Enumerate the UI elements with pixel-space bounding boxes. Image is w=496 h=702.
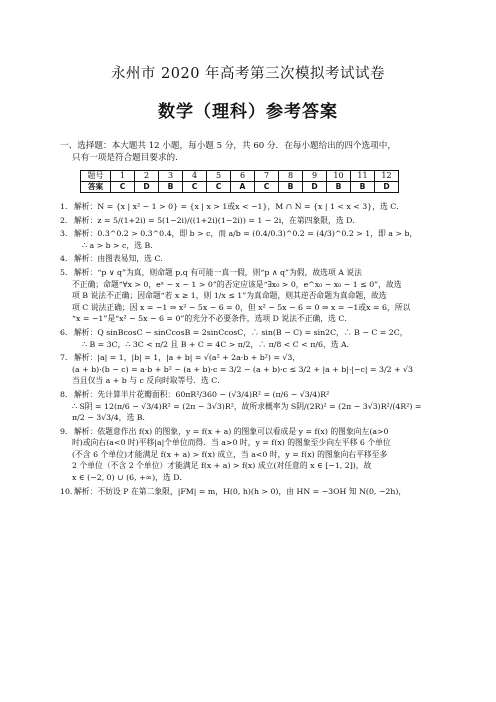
item-number: 5． <box>60 267 73 277</box>
item-number: 3． <box>60 229 73 239</box>
item-line: 解析：依题意作出 f(x) 的图象，y = f(x + a) 的图象可以看成是 y = f(x) 的图象向左(a>0 <box>74 426 389 436</box>
item-number: 9． <box>60 426 73 436</box>
question-number: 5 <box>207 171 231 182</box>
item-line: ∴ B = 3C，∴ 3C < π/2 且 B + C = 4C > π/2，∴ π/8 < C < π/6，选 A． <box>82 339 355 349</box>
answer-table-row-label: 题号 <box>81 171 111 182</box>
item-line: “x = −1”是“x² − 5x − 6 = 0”的充分不必要条件，选项 D 说法不正确，选 C． <box>72 314 353 324</box>
question-number: 8 <box>279 171 303 182</box>
item-line: 解析：N = {x | x² − 1 > 0} = {x | x > 1或x < −1}，M ∩ N = {x | 1 < x < 3}，选 C． <box>74 202 405 211</box>
question-number: 3 <box>159 171 183 182</box>
solution-item <box>60 389 436 424</box>
item-number: 1． <box>60 202 73 211</box>
solution-item <box>60 486 436 498</box>
item-line: 项 B 说法不正确；因命题“若 x ≥ 1，则 1/x ≤ 1”为真命题，则其逆否命题为真命题，故选 <box>72 291 387 301</box>
question-number: 1 <box>111 171 135 182</box>
answer-table <box>80 170 399 193</box>
item-line: 解析：|a| = 1，|b| = 1，|a + b| = √(a² + 2a·b + b²) = √3， <box>74 353 301 363</box>
item-line: 解析：Q sinBcosC − sinCcosB = 2sinCcosC，∴ sin(B − C) = sin2C，∴ B − C = 2C， <box>74 327 408 337</box>
item-line: x ∈ (−2, 0) ∪ (6, +∞)，选 D． <box>72 473 188 483</box>
solution-item <box>60 253 436 265</box>
answer-letter: C <box>207 182 231 193</box>
item-line: 解析：“p ∨ q”为真，则命题 p,q 有可能一真一假，则“p ∧ q”为假，故选项 A 说法 <box>74 267 362 277</box>
item-number: 7． <box>60 353 73 363</box>
item-line: 解析：0.3^0.2 > 0.3^0.4，即 b > c，而 a/b = (0.4/0.3)^0.2 = (4/3)^0.2 > 1，即 a > b， <box>74 229 418 239</box>
question-number: 9 <box>303 171 327 182</box>
item-line: 时)或向右(a<0 时)平移|a|个单位而得．当 a>0 时，y = f(x) 的图象至少向左平移 6 个单位 <box>72 438 391 448</box>
question-number: 12 <box>375 171 399 182</box>
solution-item <box>60 228 436 251</box>
question-number: 6 <box>231 171 255 182</box>
answer-letter: B <box>279 182 303 193</box>
solution-item <box>60 426 436 484</box>
answer-letter: C <box>183 182 207 193</box>
section-one-line-2: 只有一项是符合题目要求的． <box>72 153 184 163</box>
section-one-line-1: 一、选择题：本大题共 12 小题，每小题 5 分，共 60 分．在每小题给出的四个选项中， <box>60 141 396 151</box>
item-line: ∴ S阴 = 12(π/6 − √3/4)R² = (2π − 3√3)R²，故所求概率为 S阴/(2R)² = (2π − 3√3)R²/(4R²) = π/2 − 3√3/4，选 B． <box>72 401 422 423</box>
item-line: 解析：先计算半片花瓣面积：60πR²/360 − (√3/4)R² = (π/6 − √3/4)R² <box>74 389 330 399</box>
item-line: 2 个单位（不含 2 个单位）才能满足 f(x + a) > f(x) 成立(对任意的 x ∈ [−1, 2])，故 <box>72 461 372 471</box>
item-line: 解析：z = 5/(1+2i) = 5(1−2i)/((1+2i)(1−2i)) = 1 − 2i，在第四象限，选 D． <box>74 215 361 225</box>
answer-letter: B <box>327 182 351 193</box>
question-number: 7 <box>255 171 279 182</box>
item-line: 项 C 说法正确；因 x = −1 ⇒ x² − 5x − 6 = 0，但 x² − 5x − 6 = 0 ⇒ x = −1或x = 6，所以 <box>72 302 411 312</box>
solution-item <box>60 327 436 350</box>
answer-letter: D <box>375 182 399 193</box>
answer-letter: A <box>231 182 255 193</box>
answer-letter: B <box>159 182 183 193</box>
solution-item <box>60 201 436 213</box>
answer-table-number-row <box>81 171 399 182</box>
answer-key-title: 数学（理科）参考答案 <box>158 102 338 122</box>
solution-item <box>60 267 436 325</box>
item-number: 10． <box>60 486 78 496</box>
item-number: 6． <box>60 327 73 337</box>
item-number: 4． <box>60 254 73 264</box>
answer-table-row-label: 答案 <box>81 182 111 193</box>
answer-letter: B <box>351 182 375 193</box>
answer-letter: C <box>111 182 135 193</box>
section-one-heading <box>60 140 436 164</box>
answer-letter: C <box>255 182 279 193</box>
question-number: 11 <box>351 171 375 182</box>
answer-letter: D <box>135 182 159 193</box>
exam-title: 永州市 2020 年高考第三次模拟考试试卷 <box>110 66 386 82</box>
item-line: ∴ a > b > c，选 B． <box>82 240 159 250</box>
item-number: 2． <box>60 215 73 225</box>
question-number: 4 <box>183 171 207 182</box>
item-line: (a + b)·(b − c) = a·b + b² − (a + b)·c = 3/2 − (a + b)·c ≤ 3/2 + |a + b|·|−c| = 3/2 + √3 <box>72 364 413 374</box>
item-number: 8． <box>60 389 73 399</box>
answer-letter: D <box>303 182 327 193</box>
item-line: 解析：由图表易知，选 C． <box>74 254 169 264</box>
item-line: (不含 6 个单位)才能满足 f(x + a) > f(x) 成立，当 a<0 时，y = f(x) 的图象向右平移至多 <box>72 449 388 459</box>
item-line: 当且仅当 a + b 与 c 反向时取等号．选 C． <box>72 376 226 386</box>
question-number: 10 <box>327 171 351 182</box>
item-line: 不正确；命题“∀x > 0，eˣ − x − 1 > 0”的否定应该是“∃x₀ > 0，e^x₀ − x₀ − 1 ≤ 0”，故选 <box>72 279 402 289</box>
solution-item <box>60 215 436 227</box>
answer-table-answer-row <box>81 182 399 193</box>
solution-item <box>60 352 436 387</box>
item-line: 解析：不妨设 P 在第二象限，|FM| = m，H(0, h)(h > 0)，由 HN = −3OH 知 N(0, −2h)， <box>74 486 407 496</box>
question-number: 2 <box>135 171 159 182</box>
